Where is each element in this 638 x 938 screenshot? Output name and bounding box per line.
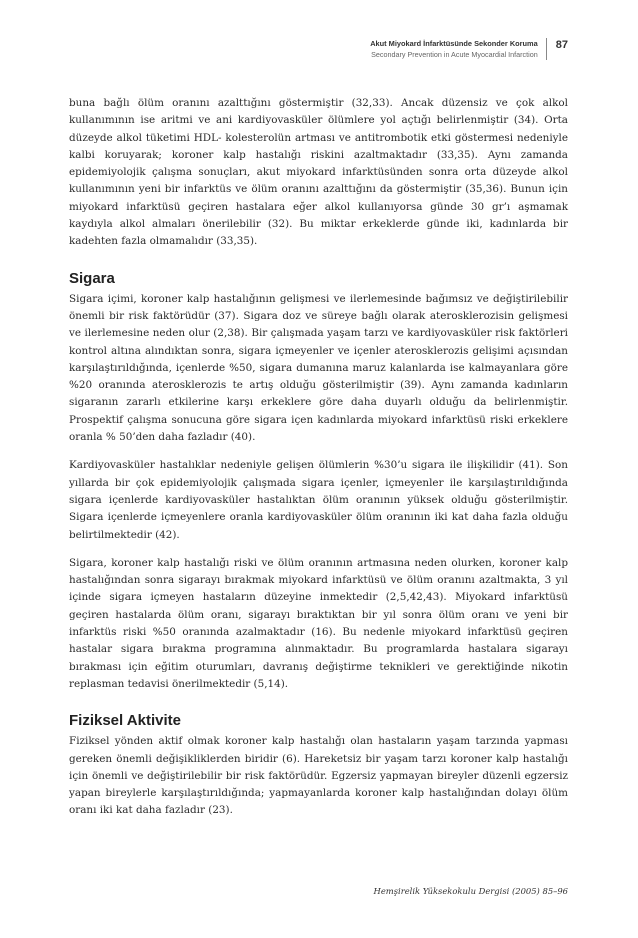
- sigara-paragraph-3: Sigara, koroner kalp hastalığı riski ve ölüm oranının artmasına neden olurken, koroner kalp hastalığından sonra sigarayı bırakmak miyokard infarktüsü ve ölüm oranını azaltmakta, 3 yıl içinde sigara içmeyen hastaların düzeyine inmektedir (2,5,42,43). Miyokard infarktüsü geçiren hastalarda ölüm oranı, sigarayı bıraktıktan bir yıl sonra ölüm oranı ve yeni bir infarktüs riski %50 oranında azalmaktadır (16). Bu nedenle miyokard infarktüsü geçiren hastalar sigara bırakma programına alınmaktadır. Bu programlarda hastalara sigarayı bırakması için eğitim oturumları, davranış değiştirme teknikleri ve gerektiğinde nikotin replasman tedavisi önerilmektedir (5,14).: [69, 556, 568, 690]
- article-body: [69, 95, 568, 831]
- page-number: 87: [555, 39, 568, 51]
- journal-citation-footer: Hemşirelik Yüksekokulu Dergisi (2005) 85–96: [373, 886, 568, 896]
- header-text-block: [370, 38, 547, 60]
- section-heading-fiziksel-aktivite: Fiziksel Aktivite: [69, 712, 181, 730]
- fiziksel-aktivite-paragraph-1: Fiziksel yönden aktif olmak koroner kalp hastalığı olan hastaların yaşam tarzında yapması gereken önemli değişikliklerden biridir (6). Hareketsiz bir yaşam tarzı koroner kalp hastalığı için önemli ve değiştirilebilir bir risk faktörüdür. Egzersiz yapmayan bireyler düzenli egzersiz yapan bireylerle karşılaştırıldığında; yapmayanlarda koroner kalp hastalığından dolayı ölüm oranı iki kat daha fazladır (23).: [69, 735, 568, 817]
- section-heading-sigara: Sigara: [69, 269, 115, 287]
- sigara-paragraph-2: Kardiyovasküler hastalıklar nedeniyle gelişen ölümlerin %30’u sigara ile ilişkilidir (41). Son yıllarda bir çok epidemiyolojik çalışmada sigara içenler, içmeyenler ile karşılaştırıldığında sigara içenlerde kardiyovasküler hastalıktan ölüm oranının yüksek olduğu gösterilmiştir. Sigara içenlerde içmeyenlere oranla kardiyovasküler ölüm oranının iki kat daha fazla olduğu belirtilmektedir (42).: [69, 459, 568, 541]
- header-title: Akut Miyokard İnfarktüsünde Sekonder Koruma: [370, 39, 538, 48]
- header-subtitle: Secondary Prevention in Acute Myocardial Infarction: [371, 50, 538, 59]
- sigara-paragraph-1: Sigara içimi, koroner kalp hastalığının gelişmesi ve ilerlemesinde bağımsız ve değiştirilebilir önemli bir risk faktörüdür (37). Sigara doz ve süreye bağlı olarak aterosklerozisin gelişmesi ve ilerlemesine neden olur (2,38). Bir çalışmada yaşam tarzı ve kardiyovasküler risk faktörleri kontrol altına alındıktan sonra, sigara içmeyenler ve içenler aterosklerozis gelişimi açısından karşılaştırıldığında, içenlerde %50, sigara dumanına maruz kalanlarda ise kalmayanlara göre %20 oranında aterosklerozis te artış olduğu gösterilmiştir (39). Aynı zamanda kadınların sigaranın zararlı etkilerine karşı erkeklere göre daha duyarlı olduğu da belirlenmiştir. Prospektif çalışma sonucuna göre sigara içen kadınlarda miyokard infarktüsü riski erkeklere oranla % 50’den daha fazladır (40).: [69, 292, 568, 444]
- intro-paragraph: buna bağlı ölüm oranını azalttığını göstermiştir (32,33). Ancak düzensiz ve çok alkol kullanımının ise aritmi ve ani kardiyovasküler ölümlere yol açtığı belirlenmiştir (34). Orta düzeyde alkol tüketimi HDL- kolesterolün artması ve antitrombotik etki göstermesi nedeniyle kalbi koruyarak; koroner kalp hastalığı riskini azaltmaktadır (33,35). Aynı zamanda epidemiyolojik çalışma sonuçları, akut miyokard infarktüsünden sonra orta düzeyde alkol kullanımının yeni bir infarktüs ve ölüm oranını azalttığını da göstermiştir (35,36). Bunun için miyokard infarktüsü geçiren hastalara eğer alkol kullanıyorsa günde 30 gr’ı aşmamak kaydıyla alkol almaları önerilebilir (32). Bu miktar erkeklerde günde iki, kadınlarda bir kadehten fazla olmamalıdır (33,35).: [69, 97, 568, 248]
- running-header: [370, 38, 568, 60]
